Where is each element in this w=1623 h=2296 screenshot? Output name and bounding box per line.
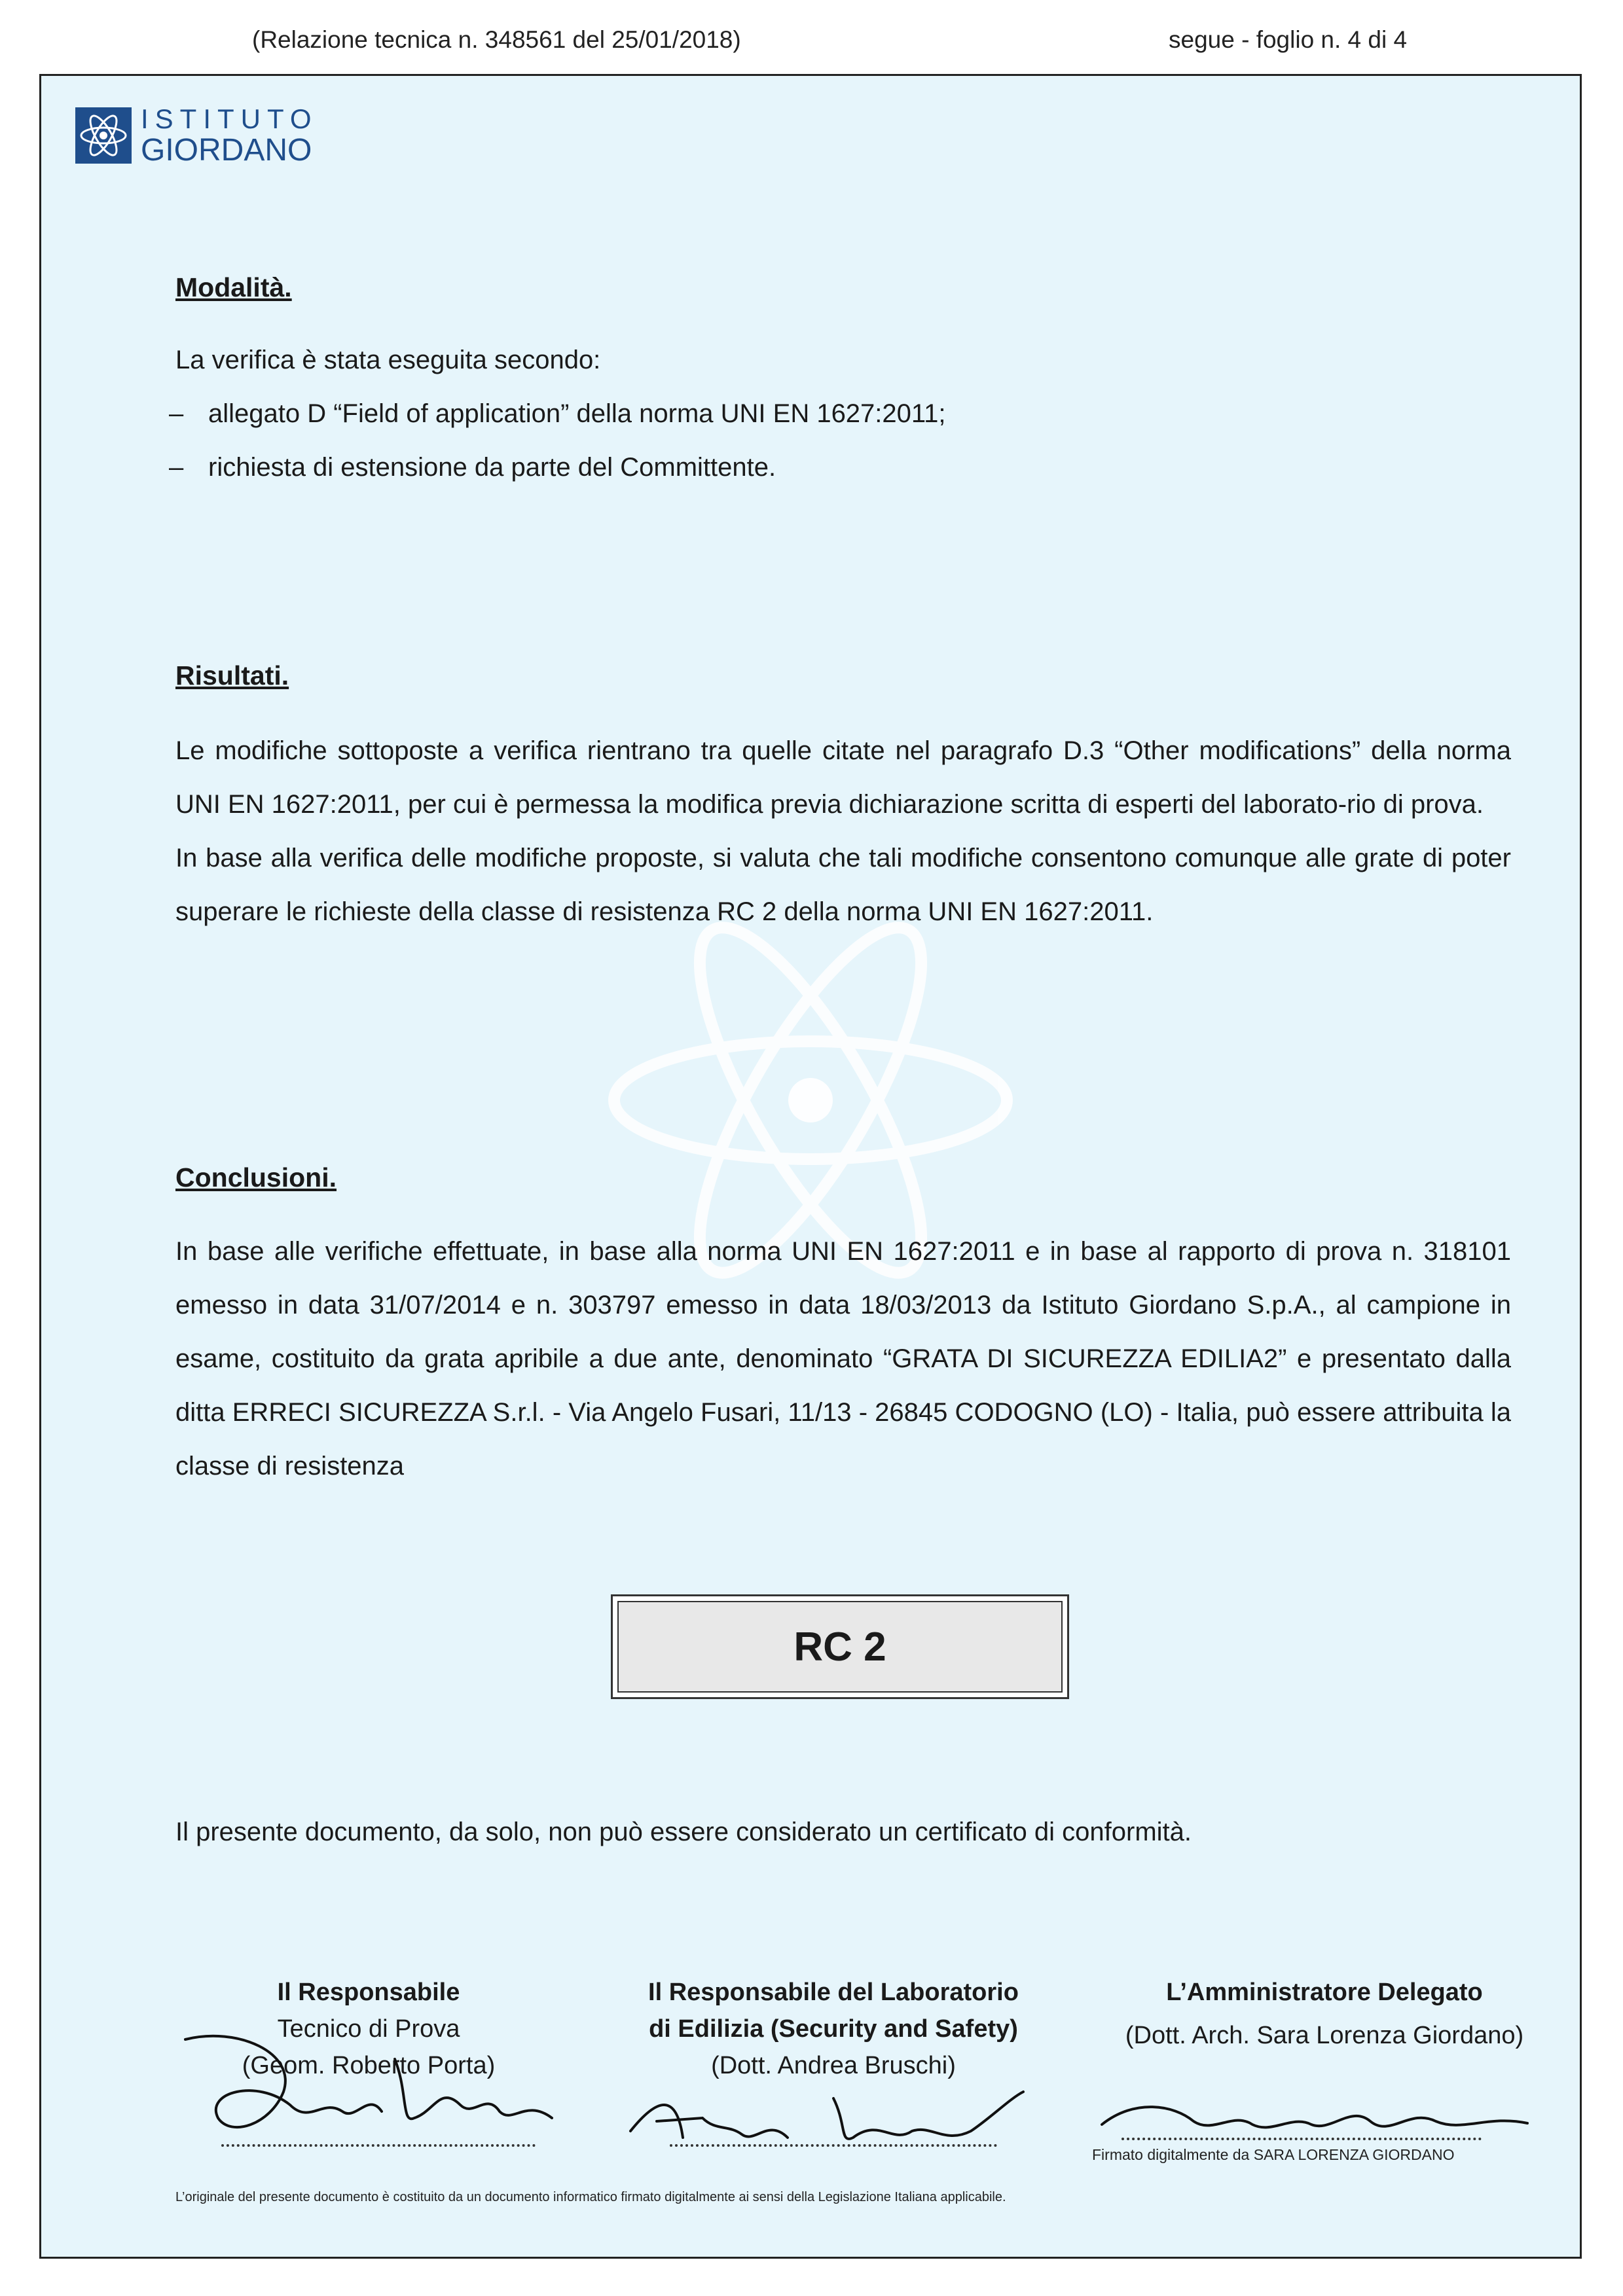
logo-text-bottom: GIORDANO [141,133,312,168]
signer-name: (Geom. Roberto Porta) [242,2052,496,2079]
institute-logo [75,103,337,175]
modalita-list [169,387,1504,494]
signature-line [1122,2138,1482,2140]
resistance-class-label: RC 2 [617,1601,1063,1693]
list-item: – allegato D “Field of application” della norma UNI EN 1627:2011; [169,387,1504,440]
signature-line [670,2144,997,2147]
section-conclusioni [175,1162,1511,1193]
section-modalita [175,272,1511,303]
signature-block-ceo [1089,1974,1560,2054]
paragraph: In base alle verifiche effettuate, in base alla norma UNI EN 1627:2011 e in base al rapporto di prova n. 318101 emesso in data 31/07/2014 e n. 303797 emesso in data 18/03/2013 da Istituto Giordano S.p.A., al campione in esame, costituito da grata apribile a due ante, denominato “GRATA DI SICUREZZA EDILIA2” e presentato dalla ditta ERRECI SICUREZZA S.r.l. - Via Angelo Fusari, 11/13 - 26845 CODOGNO (LO) - Italia, può essere attribuita la classe di resistenza [175,1237,1511,1480]
signer-role: Il Responsabile [277,1979,460,2006]
handwritten-signature-porta [159,2013,578,2157]
handwritten-signature-bruschi [617,2072,1049,2164]
list-item: – richiesta di estensione da parte del Committente. [169,440,1504,494]
paragraph: Le modifiche sottoposte a verifica rientrano tra quelle citate nel paragrafo D.3 “Other modifications” della norma UNI EN 1627:2011, per cui è permessa la modifica previa dichiarazione scritta di esperti del laborato-rio di prova. [175,736,1511,819]
resistance-class-box [611,1594,1069,1699]
legal-footnote: L’originale del presente documento è costituito da un documento informatico firmato digitalmente ai sensi della Legislazione Italiana applicabile. [175,2190,1006,2204]
conclusioni-text [175,1225,1511,1493]
modalita-intro: La verifica è stata eseguita secondo: [175,346,601,374]
signer-name: (Dott. Andrea Bruschi) [711,2052,956,2079]
signer-role: Il Responsabile del Laboratorio [648,1979,1019,2006]
logo-text-top: ISTITUTO [141,103,318,134]
section-title: Risultati. [175,660,289,691]
conformity-notice: Il presente documento, da solo, non può essere considerato un certificato di conformità. [175,1818,1192,1846]
signer-name: (Dott. Arch. Sara Lorenza Giordano) [1125,2022,1524,2049]
page-info: segue - foglio n. 4 di 4 [1169,26,1408,53]
digital-signature-note: Firmato digitalmente da SARA LORENZA GIORDANO [1092,2146,1455,2163]
signer-role: L’Amministratore Delegato [1166,1979,1483,2006]
paragraph: In base alla verifica delle modifiche proposte, si valuta che tali modifiche consentono comunque alle grate di poter superare le richieste della classe di resistenza RC 2 della norma UNI EN 1627:2011. [175,844,1511,926]
section-title: Modalità. [175,272,292,302]
document-frame [39,74,1582,2259]
signature-block-lab-head [624,1974,1043,2084]
signer-role-detail: Tecnico di Prova [277,2015,460,2043]
atom-logo-icon [75,107,132,164]
section-title: Conclusioni. [175,1162,337,1193]
risultati-text [175,724,1511,939]
signer-role-detail: di Edilizia (Security and Safety) [649,2015,1018,2043]
report-reference: (Relazione tecnica n. 348561 del 25/01/2018) [252,26,741,53]
section-risultati [175,660,1511,691]
signature-line [221,2144,536,2147]
